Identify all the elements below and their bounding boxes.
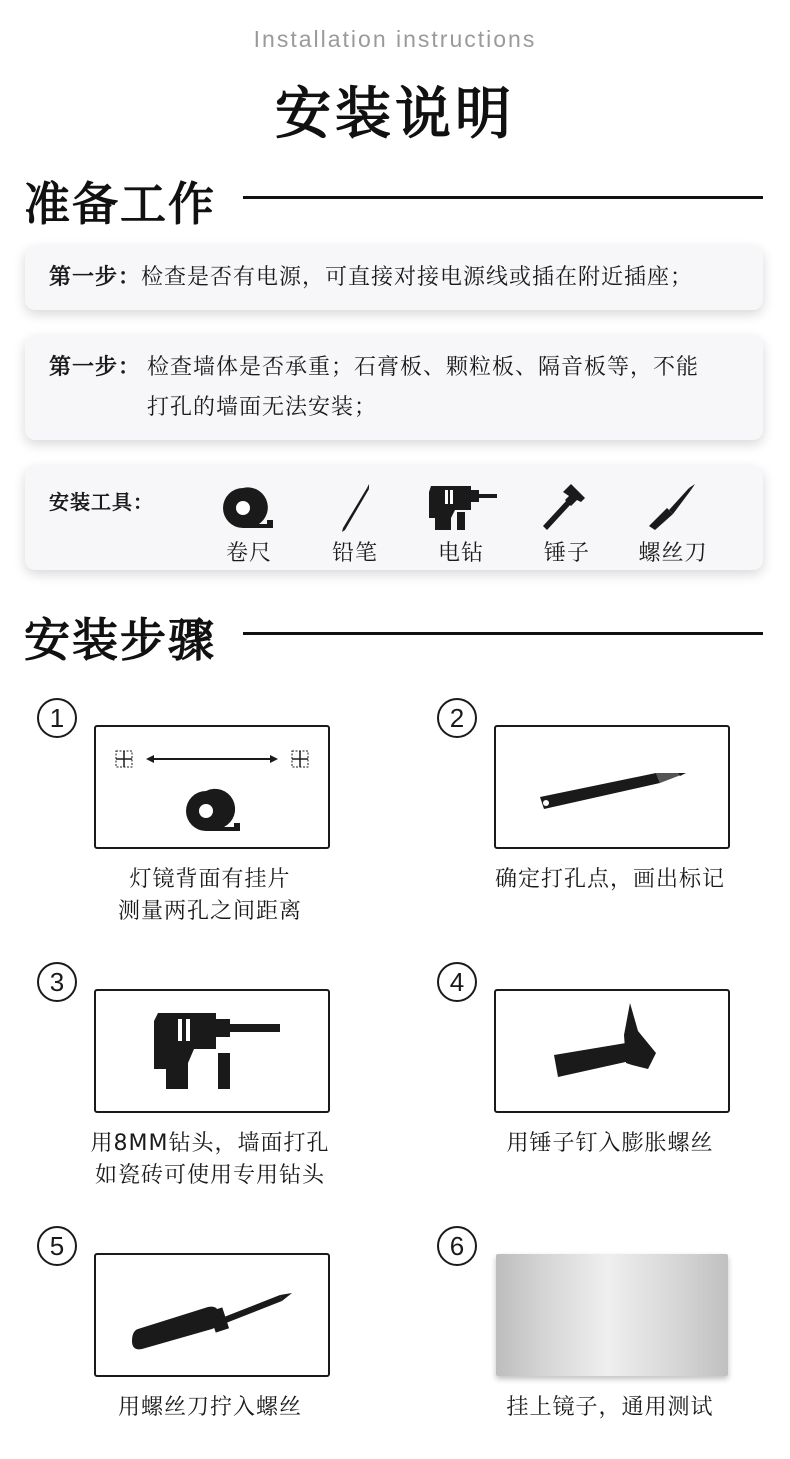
tool-pencil [305, 484, 405, 567]
step-caption: 确定打孔点，画出标记 [494, 867, 725, 892]
tool-screwdriver [623, 484, 723, 567]
step-number: 1 [37, 698, 77, 738]
page-title: 安装说明 [275, 82, 515, 147]
subtitle-en: Installation instructions [253, 26, 537, 52]
tool-tape-measure [199, 484, 299, 567]
step-number: 4 [437, 962, 477, 1002]
step-image-pencil [494, 725, 730, 849]
section-divider [243, 196, 763, 199]
step-number: 2 [437, 698, 477, 738]
step-caption: 灯镜背面有挂片 测量两孔之间距离 [117, 867, 302, 924]
step-image-hammer [494, 989, 730, 1113]
tool-label: 铅笔 [331, 541, 378, 566]
step-text: 检查是否有电源，可直接对接电源线或插在附近插座； [141, 265, 694, 290]
step-number: 6 [437, 1226, 477, 1266]
section-title-preparation: 准备工作 [24, 177, 216, 231]
tool-label: 锤子 [543, 541, 590, 566]
prep-card-tools [25, 466, 763, 570]
screwdriver-icon [643, 484, 703, 532]
step-image-screwdriver [94, 1253, 330, 1377]
step-caption: 用锤子钉入膨胀螺丝 [506, 1131, 714, 1156]
hammer-icon [537, 484, 597, 532]
drill-icon [421, 484, 501, 532]
step-caption: 用8MM钻头，墙面打孔 如瓷砖可使用专用钻头 [90, 1131, 330, 1188]
pencil-icon [496, 727, 728, 847]
step-image-measure [94, 725, 330, 849]
step-label: 第一步： [49, 355, 142, 380]
step-text-line2: 打孔的墙面无法安装； [147, 395, 378, 420]
prep-card-wall [25, 336, 763, 440]
tool-label: 电钻 [437, 541, 484, 566]
step-caption: 用螺丝刀拧入螺丝 [117, 1395, 302, 1420]
tool-hammer [517, 484, 617, 567]
mirror-icon [496, 1254, 728, 1376]
hammer-icon [496, 991, 728, 1111]
tools-label: 安装工具： [49, 490, 154, 514]
tool-drill [411, 484, 511, 567]
step-image-drill [94, 989, 330, 1113]
prep-card-power [25, 246, 763, 310]
section-title-installation: 安装步骤 [24, 613, 216, 667]
step-text-line1: 检查墙体是否承重；石膏板、颗粒板、隔音板等，不能 [147, 355, 700, 380]
drill-icon [96, 991, 328, 1111]
step-label: 第一步： [49, 265, 142, 290]
tool-label: 卷尺 [225, 541, 272, 566]
screwdriver-icon [96, 1255, 328, 1375]
step-caption: 挂上镜子，通用测试 [506, 1395, 714, 1420]
step-number: 5 [37, 1226, 77, 1266]
tape-measure-icon [219, 484, 279, 532]
tool-label: 螺丝刀 [638, 541, 708, 566]
pencil-icon [325, 484, 385, 532]
step-number: 3 [37, 962, 77, 1002]
section-divider [243, 632, 763, 635]
measure-holes-icon [96, 727, 328, 847]
